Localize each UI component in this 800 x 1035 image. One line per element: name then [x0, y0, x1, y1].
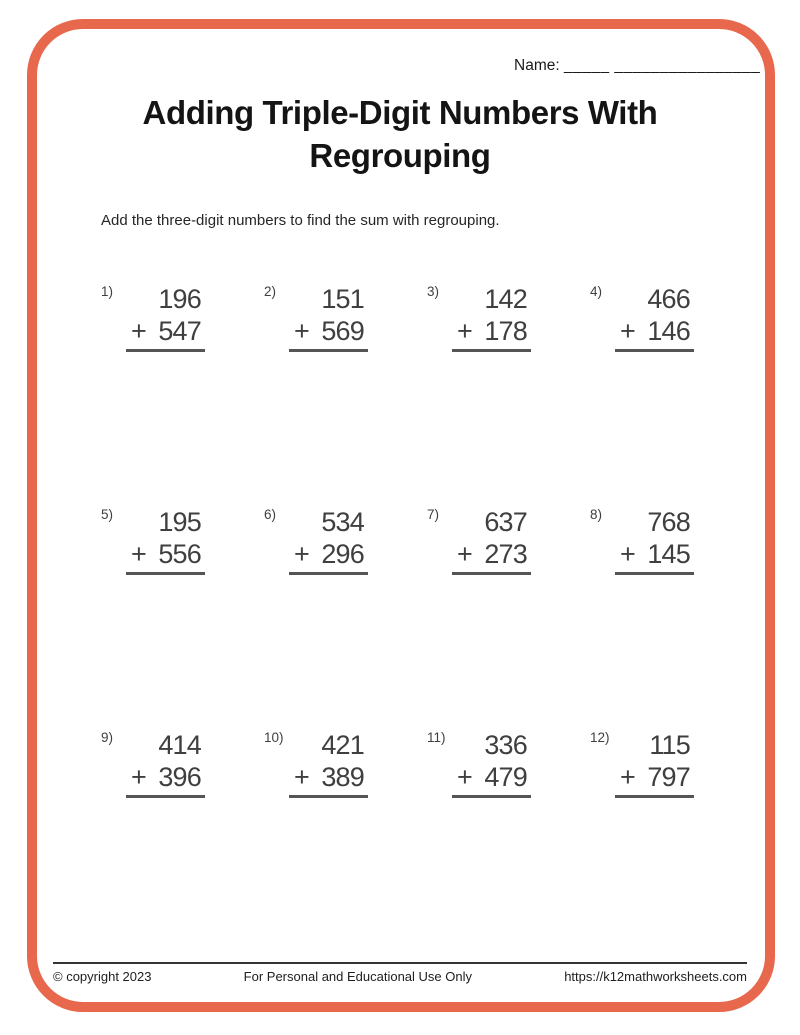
instruction-text: Add the three-digit numbers to find the sum with regrouping. [101, 212, 500, 229]
problem-number: 11) [427, 730, 446, 745]
addend-bottom-value: 146 [647, 316, 690, 346]
problem-5 [101, 506, 205, 575]
problem-work [289, 729, 368, 798]
problems-grid [101, 283, 694, 798]
problem-number: 12) [590, 730, 610, 745]
addend-top: 196 [158, 284, 201, 314]
answer-line [452, 349, 531, 352]
plus-operator: + [131, 316, 147, 346]
problem-number: 3) [427, 284, 440, 299]
footer-url: https://k12mathworksheets.com [564, 969, 747, 984]
problem-work [289, 283, 368, 352]
answer-line [126, 572, 205, 575]
problem-number: 1) [101, 284, 114, 299]
footer-usage-note: For Personal and Educational Use Only [243, 969, 473, 984]
plus-operator: + [131, 539, 147, 569]
problem-1 [101, 283, 205, 352]
answer-line [615, 795, 694, 798]
problem-work [615, 506, 694, 575]
problem-work [126, 729, 205, 798]
problem-number: 6) [264, 507, 277, 522]
answer-line [452, 572, 531, 575]
addend-bottom-value: 797 [647, 762, 690, 792]
addend-bottom-value: 389 [321, 762, 364, 792]
addend-top: 151 [321, 284, 364, 314]
plus-operator: + [131, 762, 147, 792]
name-field [514, 57, 760, 75]
problem-12 [590, 729, 694, 798]
page-title-line2: Regrouping [309, 137, 491, 174]
problem-9 [101, 729, 205, 798]
problem-number: 4) [590, 284, 603, 299]
problem-number: 5) [101, 507, 114, 522]
answer-line [289, 795, 368, 798]
problem-number: 7) [427, 507, 440, 522]
name-label: Name: [514, 57, 560, 74]
answer-line [126, 349, 205, 352]
addend-bottom-value: 145 [647, 539, 690, 569]
page-title-line1: Adding Triple-Digit Numbers With [142, 94, 658, 131]
problem-work [615, 729, 694, 798]
problem-number: 9) [101, 730, 114, 745]
plus-operator: + [620, 762, 636, 792]
addend-top: 637 [484, 507, 527, 537]
footer [53, 969, 747, 984]
plus-operator: + [457, 539, 473, 569]
addend-top: 534 [321, 507, 364, 537]
name-blank-line: _____ ________________ [563, 57, 761, 74]
addend-bottom-value: 479 [484, 762, 527, 792]
addend-bottom-value: 273 [484, 539, 527, 569]
plus-operator: + [294, 316, 310, 346]
addend-top: 142 [484, 284, 527, 314]
addend-top: 768 [647, 507, 690, 537]
answer-line [289, 349, 368, 352]
problem-work [452, 283, 531, 352]
problem-7 [427, 506, 531, 575]
plus-operator: + [457, 762, 473, 792]
problem-work [452, 729, 531, 798]
problem-number: 10) [264, 730, 284, 745]
footer-divider [53, 962, 747, 964]
plus-operator: + [294, 539, 310, 569]
addend-top: 195 [158, 507, 201, 537]
answer-line [615, 349, 694, 352]
plus-operator: + [620, 316, 636, 346]
footer-copyright: © copyright 2023 [53, 969, 152, 984]
problem-11 [427, 729, 531, 798]
problem-8 [590, 506, 694, 575]
addend-bottom-value: 178 [484, 316, 527, 346]
plus-operator: + [294, 762, 310, 792]
problem-work [615, 283, 694, 352]
problem-work [289, 506, 368, 575]
problem-work [452, 506, 531, 575]
addend-top: 336 [484, 730, 527, 760]
answer-line [126, 795, 205, 798]
problem-4 [590, 283, 694, 352]
plus-operator: + [457, 316, 473, 346]
problem-number: 8) [590, 507, 603, 522]
answer-line [452, 795, 531, 798]
problem-3 [427, 283, 531, 352]
problem-number: 2) [264, 284, 277, 299]
answer-line [289, 572, 368, 575]
problem-6 [264, 506, 368, 575]
addend-top: 414 [158, 730, 201, 760]
addend-bottom-value: 396 [158, 762, 201, 792]
addend-top: 115 [649, 730, 690, 760]
addend-bottom-value: 556 [158, 539, 201, 569]
problem-work [126, 283, 205, 352]
plus-operator: + [620, 539, 636, 569]
answer-line [615, 572, 694, 575]
addend-top: 421 [321, 730, 364, 760]
problem-work [126, 506, 205, 575]
page-title [0, 91, 800, 177]
problem-10 [264, 729, 368, 798]
addend-bottom-value: 547 [158, 316, 201, 346]
addend-top: 466 [647, 284, 690, 314]
addend-bottom-value: 569 [321, 316, 364, 346]
addend-bottom-value: 296 [321, 539, 364, 569]
problem-2 [264, 283, 368, 352]
